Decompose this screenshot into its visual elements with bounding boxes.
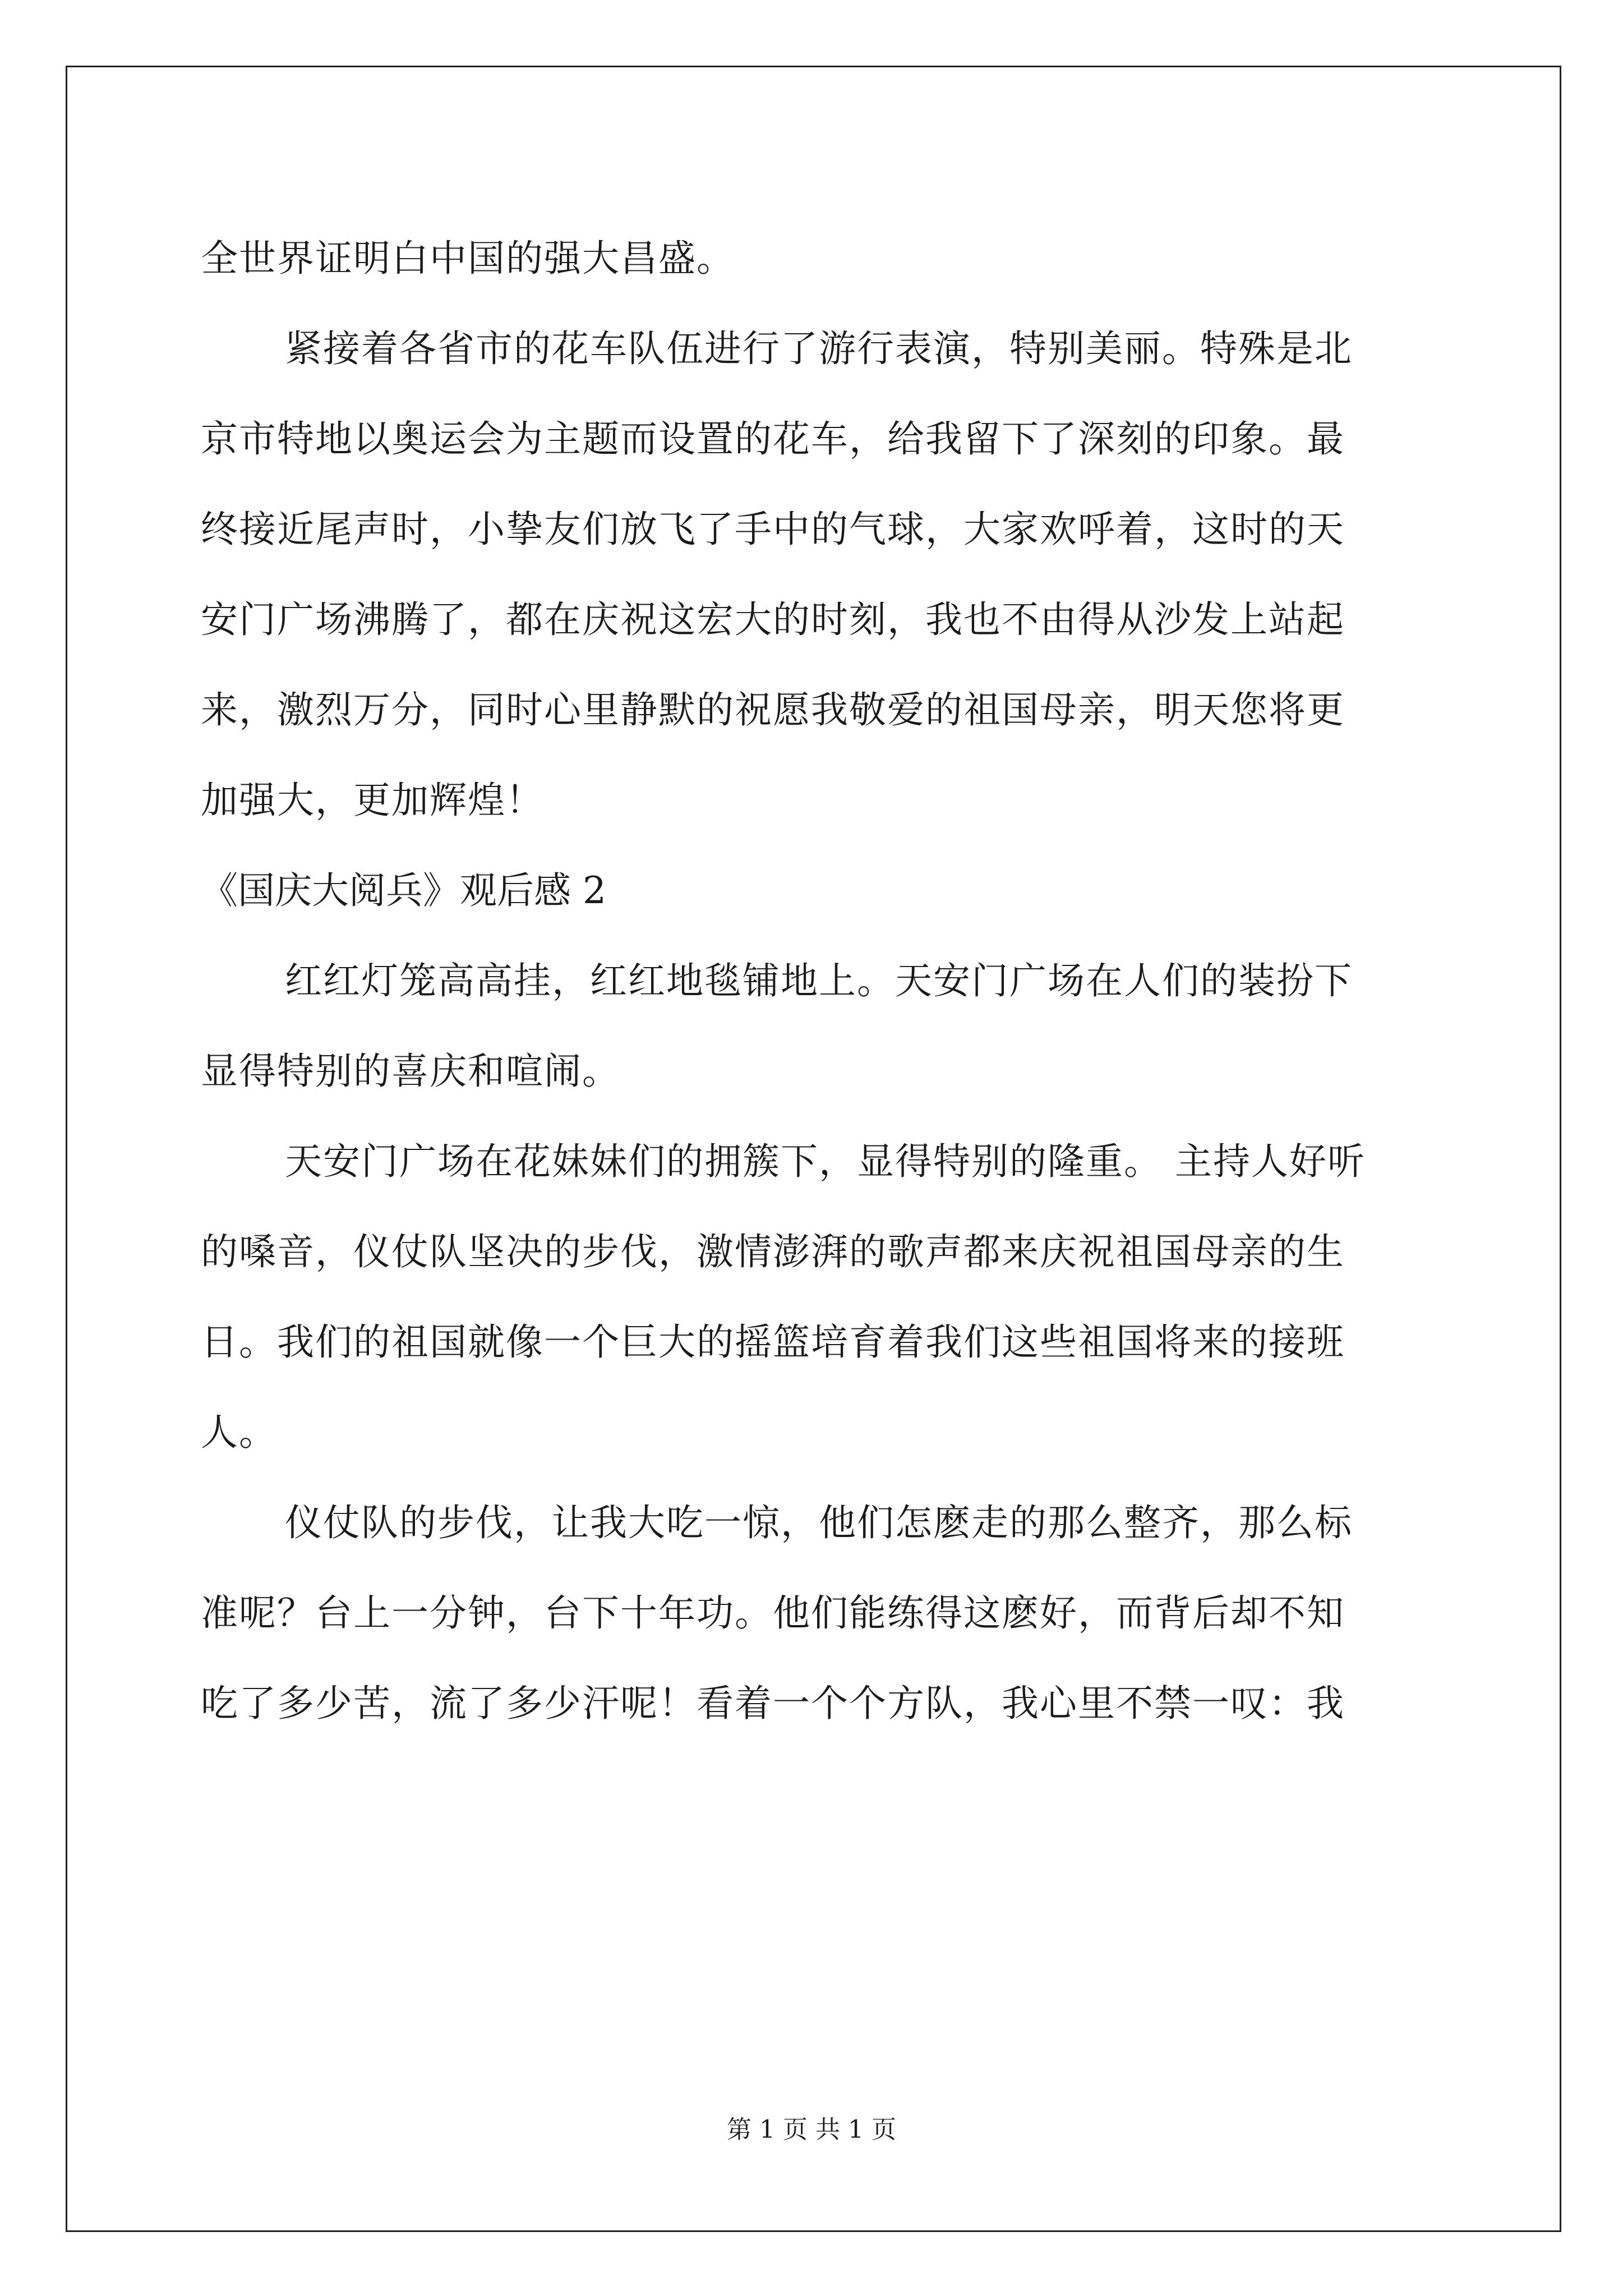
text-line: 京市特地以奥运会为主题而设置的花车，给我留下了深刻的印象。最 [201, 417, 1345, 461]
text-line: 的嗓音，仪仗队坚决的步伐，激情澎湃的歌声都来庆祝祖国母亲的生 [201, 1230, 1345, 1273]
text-line: 准呢？台上一分钟，台下十年功。他们能练得这麽好，而背后却不知 [201, 1591, 1345, 1635]
paragraph [201, 303, 1429, 845]
document-body [201, 213, 1429, 1749]
text-line: 紧接着各省市的花车队伍进行了游行表演，特别美丽。特殊是北 [285, 327, 1353, 370]
page-footer [0, 2109, 1623, 2145]
text-line: 人。 [201, 1411, 277, 1454]
paragraph [201, 936, 1429, 1116]
section-heading: 《国庆大阅兵》观后感 2 [201, 869, 606, 912]
text-line: 安门广场沸腾了，都在庆祝这宏大的时刻，我也不由得从沙发上站起 [201, 598, 1345, 641]
text-line: 天安门广场在花妹妹们的拥簇下，显得特别的隆重。 主持人好听 [285, 1140, 1366, 1183]
paragraph [201, 1478, 1429, 1749]
text-line: 全世界证明白中国的强大昌盛。 [201, 237, 735, 280]
text-line: 来，激烈万分，同时心里静默的祝愿我敬爱的祖国母亲，明天您将更 [201, 688, 1345, 731]
text-line: 日。我们的祖国就像一个巨大的摇篮培育着我们这些祖国将来的接班 [201, 1320, 1345, 1364]
text-line: 仪仗队的步伐，让我大吃一惊，他们怎麽走的那么整齐，那么标 [285, 1501, 1353, 1544]
text-line: 显得特别的喜庆和喧闹。 [201, 1050, 620, 1093]
text-line: 红红灯笼高高挂，红红地毯铺地上。天安门广场在人们的装扮下 [285, 959, 1353, 1002]
page-number-label: 第 1 页 共 1 页 [727, 2115, 896, 2144]
text-line: 加强大，更加辉煌！ [201, 779, 544, 822]
text-line: 终接近尾声时，小挚友们放飞了手中的气球，大家欢呼着，这时的天 [201, 508, 1345, 551]
paragraph [201, 213, 1429, 303]
paragraph [201, 1116, 1429, 1478]
text-line: 吃了多少苦，流了多少汗呢！看着一个个方队，我心里不禁一叹：我 [201, 1682, 1345, 1725]
